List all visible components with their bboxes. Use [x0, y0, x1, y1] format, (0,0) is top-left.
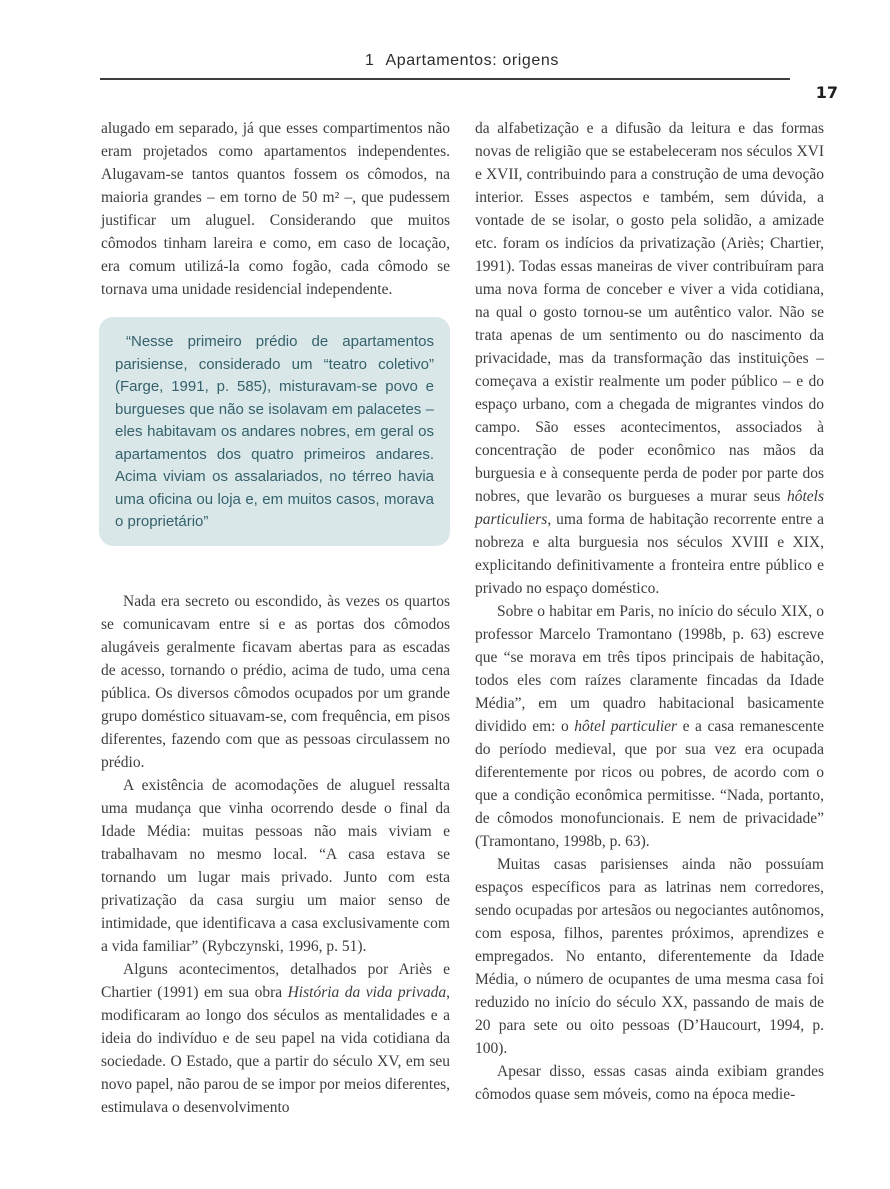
chapter-title: Apartamentos: origens: [385, 52, 560, 69]
body-paragraph: da alfabetização e a difusão da leitura e das formas novas de religião que se estabeleceram nos séculos XVI e XVII, contribuindo para a construção de uma devoção interior. Esses aspectos e também, sem dúvida, a vontade de se isolar, o gosto pela solidão, a amizade etc. foram os indícios da privatização (Ariès; Chartier, 1991). Todas essas maneiras de viver contribuíram para uma nova forma de conceber e viver a vida cotidiana, na qual o gosto tornou-se um autêntico valor. Não se trata apenas de um sentimento ou do nascimento da privacidade, mas da transformação das instituições – começava a existir realmente um poder público – e do espaço urbano, com a chegada de migrantes vindos do campo. São esses acontecimentos, associados à concentração de poder econômico nas mãos da burguesia e à consequente perda de poder por parte dos nobres, que levarão os burgueses a murar seus hôtels particuliers, uma forma de habitação recorrente entre a nobreza e alta burguesia nos séculos XVIII e XIX, explicitando definitivamente a fronteira entre público e privado no espaço doméstico.: [475, 120, 824, 597]
body-paragraph: Nada era secreto ou escondido, às vezes os quartos se comunicavam entre si e as portas dos cômodos alugáveis geralmente ficavam abertas para as escadas de acesso, tornando o prédio, acima de tudo, uma cena pública. Os diversos cômodos ocupados por um grande grupo doméstico situavam-se, com frequência, em pisos diferentes, fazendo com que as pessoas circulassem no prédio.: [101, 592, 450, 771]
body-paragraph: Apesar disso, essas casas ainda exibiam grandes cômodos quase sem móveis, como na época medie-: [475, 1063, 824, 1103]
body-paragraph: alugado em separado, já que esses compartimentos não eram projetados como apartamentos independentes. Alugavam-se tantos quantos fossem os cômodos, na maioria grandes – em torno de 50 m² –, que pudessem justificar um aluguel. Considerando que muitos cômodos tinham lareira e como, em caso de locação, era comum utilizá-la como fogão, cada cômodo se tornava uma unidade residencial independente.: [101, 120, 450, 298]
left-column: [101, 117, 450, 1119]
page-header: [100, 0, 790, 80]
right-column: [475, 117, 824, 1119]
body-paragraph: Muitas casas parisienses ainda não possuíam espaços específicos para as latrinas nem corredores, sendo ocupadas por artesãos ou negociantes autônomos, com esposa, filhos, parentes próximos, aprendizes e empregados. No entanto, diferentemente da Idade Média, o número de ocupantes de uma mesma casa foi reduzido no início do século XX, passando de mais de 20 para sete ou oito pessoas (D’Haucourt, 1994, p. 100).: [475, 856, 824, 1057]
running-head: [100, 52, 790, 70]
text-columns: [101, 117, 825, 1119]
page-number: 17: [815, 83, 838, 102]
chapter-number: 1: [364, 52, 375, 69]
body-paragraph: Sobre o habitar em Paris, no início do século XIX, o professor Marcelo Tramontano (1998b, p. 63) escreve que “se morava em três tipos principais de habitação, todos eles com raízes claramente fincadas da Idade Média”, em um quadro habitacional basicamente dividido em: o hôtel particulier e a casa remanescente do período medieval, que por sua vez era ocupada diferentemente por ricos ou pobres, de acordo com o que a condição econômica permitisse. “Nada, portanto, de cômodos monofuncionais. E nem de privacidade” (Tramontano, 1998b, p. 63).: [475, 603, 824, 850]
quote-box: [99, 317, 450, 546]
header-rule: [100, 78, 790, 80]
quote-box-text: “Nesse primeiro prédio de apartamentos parisiense, considerado um “teatro coletivo” (Farge, 1991, p. 585), misturavam-se povo e burgueses que não se isolavam em palacetes – eles habitavam os andares nobres, em geral os apartamentos dos quatro primeiros andares. Acima viviam os assalariados, no térreo havia uma oficina ou loja e, em muitos casos, morava o proprietário”: [115, 333, 434, 530]
body-paragraph: A existência de acomodações de aluguel ressalta uma mudança que vinha ocorrendo desde o final da Idade Média: muitas pessoas não mais viviam e trabalhavam no mesmo local. “A casa estava se tornando um lugar mais privado. Junto com esta privatização da casa surgiu um maior senso de intimidade, que identificava a casa exclusivamente com a vida familiar” (Rybczynski, 1996, p. 51).: [101, 776, 450, 955]
body-paragraph: Alguns acontecimentos, detalhados por Ariès e Chartier (1991) em sua obra História da vida privada, modificaram ao longo dos séculos as mentalidades e a ideia do indivíduo e de seu papel na vida cotidiana da sociedade. O Estado, que a partir do século XV, em seu novo papel, não parou de se impor por meios diferentes, estimulava o desenvolvimento: [101, 960, 450, 1116]
